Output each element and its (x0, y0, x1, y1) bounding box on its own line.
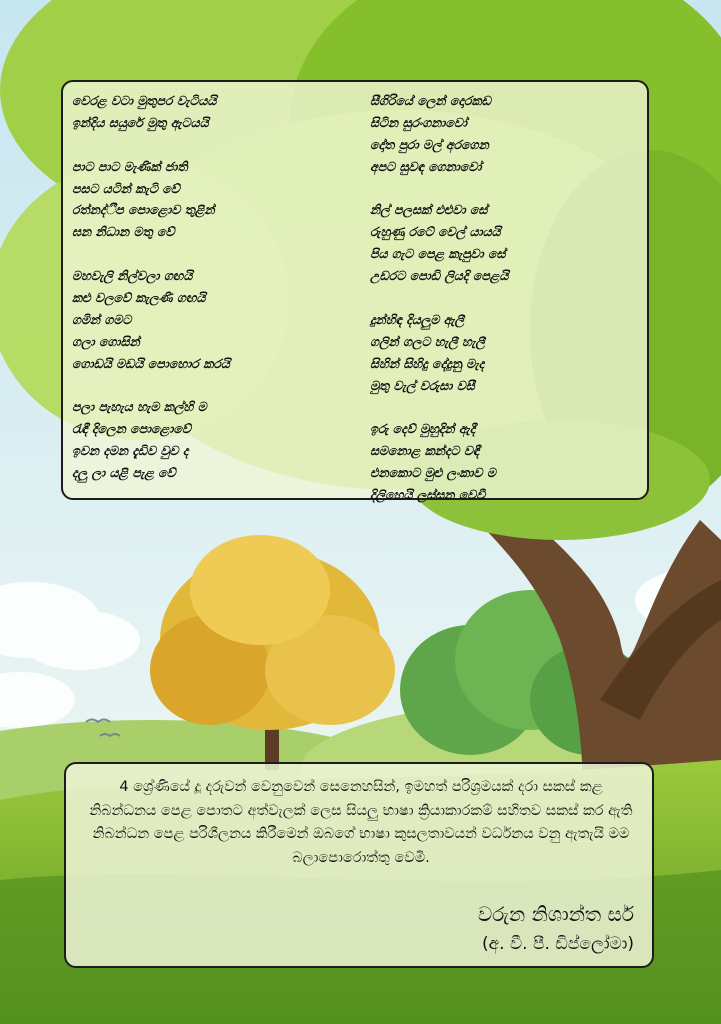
poem-line: අපට සුවඳ ගෙනාවෝ (370, 158, 482, 174)
poem-line: සිටින සුරංගනාවෝ (370, 114, 468, 130)
message-text: 4 ශ්‍රේණියේ දූ දරුවන් වෙනුවෙන් සෙනෙහසින්, ඉමහත් පරිශ්‍රමයක් දරා සකස් කළ නිබන්ධනය පෙළ පොතට අත්වැලක් ලෙස සියලු භාෂා ක්‍රියාකාරකම් සහිතව සකස් කර ඇති නිබන්ධන පෙළ පරිශීලනය කිරීමෙන් ඔබගේ භාෂා කුසලතාවයන් වර්ධනය වනු ඇතැයි මම බලාපොරොත්තු වෙමි. (89, 779, 633, 866)
poem-line: ගලා ගොසින් (72, 333, 140, 349)
poem-line: ගොඩයි මඩයි පොහොර කරයි (72, 355, 230, 371)
poem-line: ඉරු දෙව් මුහුදින් ඇදී (370, 421, 476, 437)
poem-line: දෝත පුරා මල් අරගෙන (370, 136, 489, 152)
poem-line: ගලින් ගලට හැලී හැලී (370, 333, 485, 349)
poem-line: මුතු වැල් වරුසා වසී (370, 377, 475, 393)
poem-left-column (72, 90, 230, 484)
poem-right-column (370, 90, 508, 506)
poem-line: සීගිරියේ ලෙන් දොරකඩ (370, 93, 491, 108)
poem-line: උඩරට පොඩි ලියදි පෙළයි (370, 268, 509, 284)
poem-line: රැඳී දිලෙන පොළොවේ (72, 421, 191, 437)
author-name: වරුන නිශාන්ත සර් (477, 902, 634, 926)
poem-line: පලා පැහැය හැම කල්හි ම (72, 399, 207, 415)
poem-line: නිල් පලසක් එළුවා සේ (370, 202, 488, 218)
poem-line: සිහින් සිහිදු දේදුනු මැද (370, 355, 485, 371)
poem-line: දිලිහෙයි ලස්සන වෙවී (370, 487, 486, 503)
poem-box (61, 80, 649, 503)
poem-line: පිය ගැට පෙළ කැපුවා සේ (370, 246, 506, 262)
poem-line: පාට පාට මැණික් ජාති (72, 158, 188, 174)
poem-line: පසට යටින් කැටි වේ (72, 180, 180, 196)
poem-line: කළු වලවේ කැලණි ගඟයි (72, 290, 206, 306)
poem-line: රුහුණු රටේ වෙල් යායයි (370, 224, 501, 240)
poem-line: වෙරළ වටා මුතුපර වැටියයි (72, 93, 217, 108)
poem-line: රත්නද්ීප පොළොව තුළින් (72, 202, 215, 218)
author-qualification: (අ. වී. පී. ඩිප්ලෝමා) (482, 934, 634, 954)
poem-line: ඉවන දමන දැඩිව වුව ද (72, 443, 189, 459)
poem-line: දලු ලා යළි පැළ වේ (72, 465, 176, 481)
poem-line: සමනොළ කන්දට වඳී (370, 443, 480, 459)
poem-line: එනකොට මුළු ලංකාව ම (370, 465, 496, 481)
poem-line: මහවැලි නිල්වලා ගඟයි (72, 268, 193, 284)
poem-line: දුන්හිඳ දියලුම ඇලී (370, 311, 465, 327)
poem-line: ගමින් ගමට (72, 311, 132, 327)
poem-line: ඝන නිධාන මතු වේ (72, 224, 175, 240)
message-box (64, 762, 654, 968)
poem-line: ඉන්දිය සයුරේ මුතු ඇටයයි (72, 114, 209, 130)
